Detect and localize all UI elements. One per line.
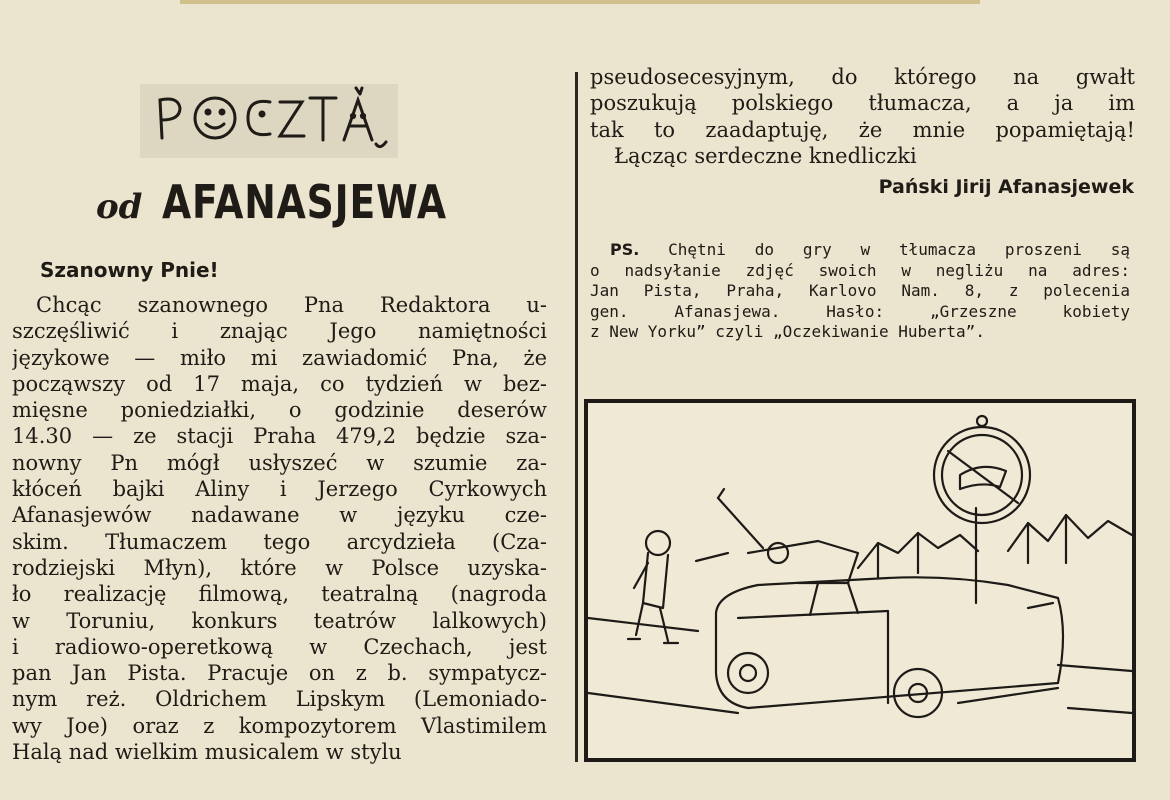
- ps-line: [590, 240, 1130, 261]
- left-text-line: w Toruniu, konkurs teatrów lalkowych): [12, 608, 547, 633]
- ps-text: z New Yorku” czyli „Oczekiwanie Huberta”.: [590, 322, 985, 341]
- ps-label: PS.: [610, 240, 640, 259]
- left-text-line: Afanasjewów nadawane w języku cze-: [12, 503, 547, 528]
- left-text-line: nowny Pn mógł usłyszeć w szumie za-: [12, 450, 547, 475]
- ps-text: o nadsyłanie zdjęć swoich w negliżu na adres:: [590, 260, 1130, 280]
- left-text-line: wy Joe) oraz z kompozytorem Vlastimilem: [12, 713, 547, 738]
- right-column-text: [590, 64, 1135, 169]
- column-divider: [575, 72, 578, 762]
- left-text-line: pan Jan Pista. Pracuje on z b. sympatycz-: [12, 661, 547, 686]
- title-prefix: od: [96, 187, 143, 227]
- ps-line: [590, 281, 1130, 302]
- left-text-line: rodziejski Młyn), które w Polsce uzyska-: [12, 555, 547, 580]
- left-text-line: mięsne poniedziałki, o godzinie deserów: [12, 398, 547, 423]
- poczta-logo: [140, 78, 400, 163]
- right-text-line: Łącząc serdeczne knedliczki: [614, 143, 917, 168]
- left-text-line: i radiowo-operetkową w Czechach, jest: [12, 634, 547, 659]
- left-text-line: kłóceń bajki Aliny i Jerzego Cyrkowych: [12, 477, 547, 502]
- ps-text: Jan Pista, Praha, Karlovo Nam. 8, z polecenia: [590, 281, 1130, 300]
- left-text-line: począwszy od 17 maja, co tydzień w bez-: [12, 371, 547, 396]
- left-text-line: językowe — miło mi zawiadomić Pna, że: [12, 345, 547, 370]
- ps-line: [590, 261, 1130, 282]
- left-text-line: Chcąc szanownego Pna Redaktora u-: [36, 293, 547, 317]
- ps-text: Chętni do gry w tłumacza proszeni są: [668, 240, 1130, 259]
- left-column-text: [12, 292, 547, 765]
- right-text-line: tak to zaadaptuję, że mnie popamiętają!: [590, 117, 1135, 142]
- left-text-line: Halą nad wielkim musicalem w stylu: [12, 740, 402, 765]
- title-main: AFANASJEWA: [161, 175, 447, 229]
- left-text-line: szczęśliwić i znając Jego namiętności: [12, 319, 547, 344]
- top-color-strip: [180, 0, 980, 4]
- left-text-line: ło realizację filmową, teatralną (nagroda: [12, 582, 547, 607]
- left-text-line: 14.30 — ze stacji Praha 479,2 będzie sza-: [12, 424, 547, 449]
- greeting: Szanowny Pnie!: [40, 258, 219, 282]
- article-title: [96, 175, 509, 229]
- signature: Pański Jirij Afanasjewek: [878, 176, 1134, 198]
- ps-line: [590, 302, 1130, 323]
- left-text-line: skim. Tłumaczem tego arcydzieła (Cza-: [12, 529, 547, 554]
- left-text-line: nym reż. Oldrichem Lipskym (Lemoniado-: [12, 687, 547, 712]
- right-text-line: pseudosecesyjnym, do którego na gwałt: [590, 65, 1135, 89]
- ps-line: [590, 322, 1130, 343]
- right-text-line: poszukują polskiego tłumacza, a ja im: [590, 91, 1135, 116]
- ps-text: gen. Afanasjewa. Hasło: „Grzeszne kobiety: [590, 301, 1130, 321]
- postscript: [590, 240, 1130, 343]
- cartoon-illustration: [584, 399, 1136, 762]
